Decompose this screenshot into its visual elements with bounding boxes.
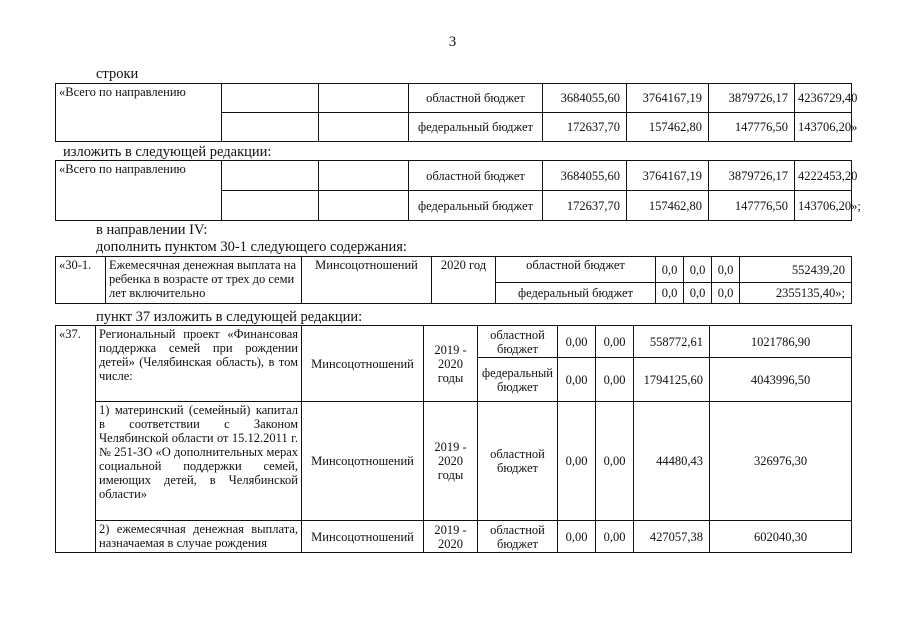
table-item-37 — [55, 325, 852, 553]
page-number: 3 — [448, 34, 457, 50]
value-cell: 0,0 — [712, 257, 740, 283]
value-cell: 1021786,90 — [710, 326, 852, 358]
total-label: «Всего по направлению — [56, 84, 222, 142]
budget-type: областной бюджет — [478, 402, 558, 521]
value-cell: 0,0 — [684, 283, 712, 304]
empty-cell — [319, 161, 409, 191]
budget-type: федеральный бюджет — [409, 113, 543, 142]
value-cell: 0,00 — [596, 402, 634, 521]
budget-type: областной бюджет — [478, 521, 558, 553]
value-cell: 0,00 — [596, 326, 634, 358]
value-cell: 172637,70 — [543, 113, 627, 142]
empty-cell — [319, 191, 409, 221]
value-cell: 157462,80 — [627, 113, 709, 142]
value-cell: 3764167,19 — [627, 161, 709, 191]
value-cell: 3879726,17 — [709, 161, 795, 191]
item-description: 2) ежемесячная денежная выплата, назначаемая в случае рождения — [96, 521, 302, 553]
item-year: 2020 год — [432, 257, 496, 304]
value-cell: 427057,38 — [634, 521, 710, 553]
value-cell: 0,00 — [558, 521, 596, 553]
value-cell: 3879726,17 — [709, 84, 795, 113]
budget-type: областной бюджет — [409, 161, 543, 191]
value-cell: 0,00 — [558, 402, 596, 521]
text-dopolnit: дополнить пунктом 30-1 следующего содержания: — [96, 239, 407, 255]
value-cell: 143706,20»; — [795, 191, 852, 221]
value-cell: 3684055,60 — [543, 161, 627, 191]
value-cell: 143706,20» — [795, 113, 852, 142]
empty-cell — [222, 113, 319, 142]
budget-type: областной бюджет — [478, 326, 558, 358]
item-organization: Минсоцотношений — [302, 326, 424, 402]
text-stroki: строки — [96, 66, 139, 82]
value-cell: 157462,80 — [627, 191, 709, 221]
empty-cell — [222, 191, 319, 221]
item-organization: Минсоцотношений — [302, 521, 424, 553]
budget-type: областной бюджет — [409, 84, 543, 113]
value-cell: 0,00 — [558, 358, 596, 402]
table-item-30-1 — [55, 256, 852, 304]
item-description: 1) материнский (семейный) капитал в соответствии с Законом Челябинской области от 15.12.2011 г. № 251-ЗО «О дополнительных мерах социальной поддержки семей, имеющих детей, в Челябинской области» — [96, 402, 302, 521]
empty-cell — [319, 84, 409, 113]
text-izlozhit: изложить в следующей редакции: — [63, 144, 272, 160]
value-cell: 147776,50 — [709, 113, 795, 142]
budget-type: федеральный бюджет — [409, 191, 543, 221]
item-years: 2019 - 2020 годы — [424, 402, 478, 521]
value-cell: 3764167,19 — [627, 84, 709, 113]
value-cell: 552439,20 — [740, 257, 852, 283]
empty-cell — [319, 113, 409, 142]
item-description: Ежемесячная денежная выплата на ребенка в возрасте от трех до семи лет включительно — [106, 257, 302, 304]
table-new-totals — [55, 160, 861, 221]
text-punkt37: пункт 37 изложить в следующей редакции: — [96, 309, 363, 325]
value-cell: 4236729,40 — [795, 84, 852, 113]
item-number: «30-1. — [56, 257, 106, 304]
value-cell: 0,0 — [656, 283, 684, 304]
value-cell: 4043996,50 — [710, 358, 852, 402]
value-cell: 44480,43 — [634, 402, 710, 521]
value-cell: 326976,30 — [710, 402, 852, 521]
item-years: 2019 - 2020 — [424, 521, 478, 553]
budget-type: федеральный бюджет — [478, 358, 558, 402]
table-original-totals — [55, 83, 858, 142]
value-cell: 0,0 — [684, 257, 712, 283]
value-cell: 0,00 — [596, 358, 634, 402]
empty-cell — [222, 161, 319, 191]
total-label: «Всего по направлению — [56, 161, 222, 221]
budget-type: областной бюджет — [496, 257, 656, 283]
value-cell: 2355135,40»; — [740, 283, 852, 304]
value-cell: 0,00 — [596, 521, 634, 553]
value-cell: 1794125,60 — [634, 358, 710, 402]
item-organization: Минсоцотношений — [302, 402, 424, 521]
item-years: 2019 - 2020 годы — [424, 326, 478, 402]
value-cell: 4222453,20 — [795, 161, 852, 191]
value-cell: 558772,61 — [634, 326, 710, 358]
value-cell: 147776,50 — [709, 191, 795, 221]
value-cell: 3684055,60 — [543, 84, 627, 113]
value-cell: 602040,30 — [710, 521, 852, 553]
item-description: Региональный проект «Финансовая поддержка семей при рождении детей» (Челябинская область), в том числе: — [96, 326, 302, 402]
value-cell: 0,00 — [558, 326, 596, 358]
value-cell: 0,0 — [712, 283, 740, 304]
budget-type: федеральный бюджет — [496, 283, 656, 304]
empty-cell — [222, 84, 319, 113]
item-organization: Минсоцотношений — [302, 257, 432, 304]
value-cell: 172637,70 — [543, 191, 627, 221]
text-v-napravlenii: в направлении IV: — [96, 222, 208, 238]
value-cell: 0,0 — [656, 257, 684, 283]
item-number: «37. — [56, 326, 96, 553]
